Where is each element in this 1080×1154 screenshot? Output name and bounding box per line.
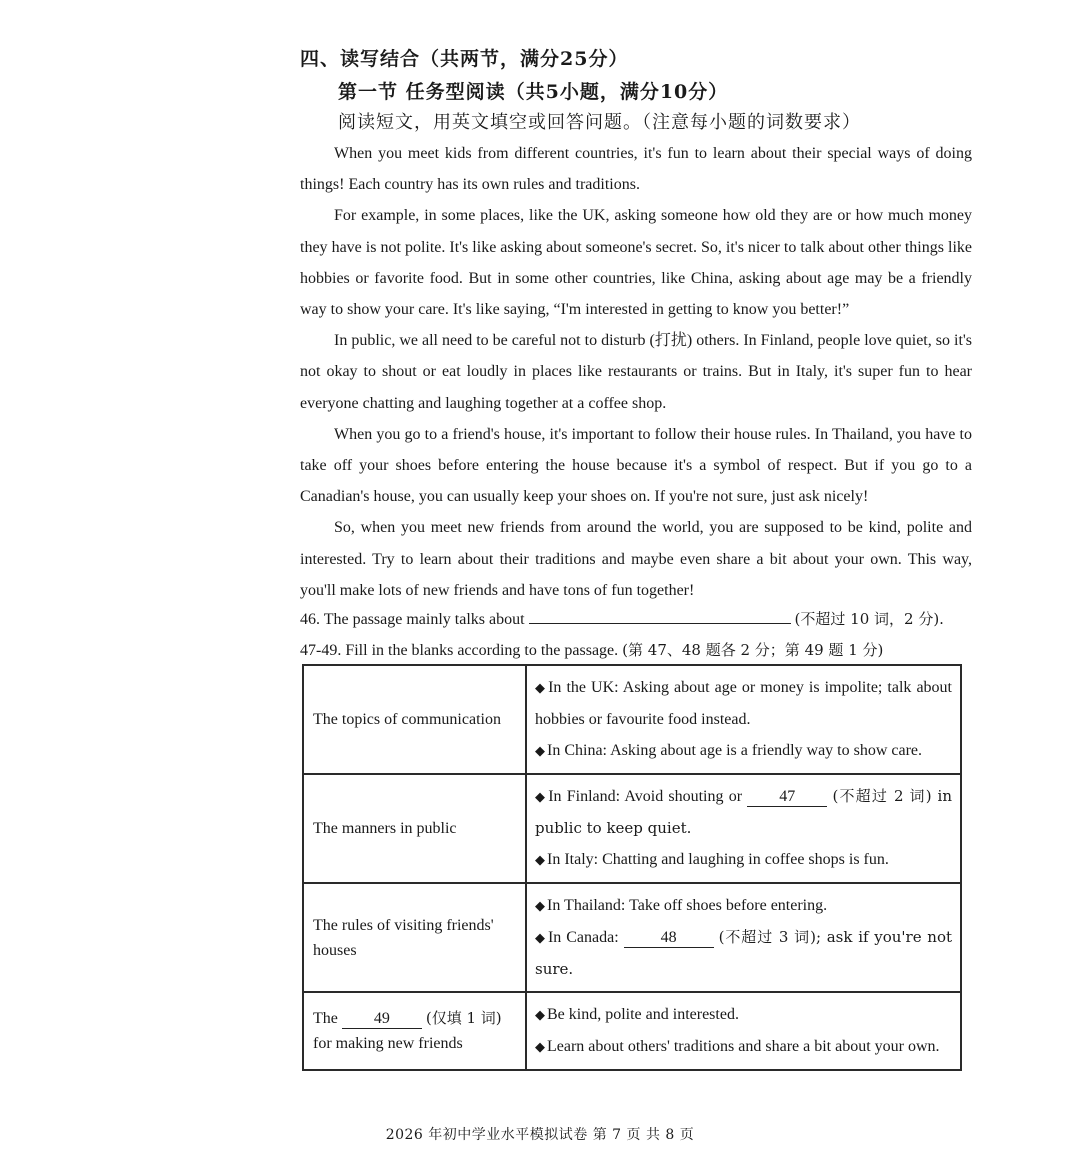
question-46-blank[interactable] <box>529 605 791 624</box>
table-line-text: In Thailand: Take off shoes before entering. <box>547 897 828 914</box>
table-line <box>535 672 952 735</box>
passage-paragraph: In public, we all need to be careful not to disturb (打扰) others. In Finland, people love quiet, so it's not okay to shout or eat loudly in places like restaurants or trains. But in Italy, it's super fun to hear everyone chatting and laughing together at a coffee shop. <box>300 332 972 412</box>
question-46-note: (不超过 10 词，2 分). <box>794 610 944 628</box>
question-47-49-text: 47-49. Fill in the blanks according to the passage. <box>300 642 619 659</box>
diamond-bullet-icon: ◆ <box>535 1008 545 1023</box>
table-line-text: In Italy: Chatting and laughing in coffee shops is fun. <box>547 851 889 868</box>
question-46-prompt: 46. The passage mainly talks about <box>300 611 525 628</box>
row-content <box>526 992 961 1070</box>
row-content <box>526 883 961 992</box>
row-heading: The topics of communication <box>303 665 526 774</box>
row-heading-note: (仅填 1 词) <box>425 1009 502 1027</box>
table-line <box>535 999 952 1031</box>
table-line-text: (不超过 3 词); ask if you're not sure. <box>535 928 953 978</box>
table-line <box>535 735 952 767</box>
page-footer: 2026 年初中学业水平模拟试卷 第 7 页 共 8 页 <box>385 1127 695 1143</box>
section-title: 四、读写结合（共两节，满分25分） <box>300 48 629 70</box>
table-row <box>303 883 961 992</box>
row-heading-text: The <box>313 1010 338 1027</box>
row-heading: The rules of visiting friends' houses <box>303 883 526 992</box>
question-46 <box>300 604 972 635</box>
summary-table <box>302 664 962 1071</box>
table-line-text: Learn about others' traditions and share a bit about your own. <box>547 1038 940 1055</box>
diamond-bullet-icon: ◆ <box>535 1040 545 1055</box>
diamond-bullet-icon: ◆ <box>535 931 546 946</box>
passage-paragraph: When you meet kids from different countries, it's fun to learn about their special ways of doing things! Each country has its own rules and traditions. <box>300 145 972 194</box>
row-heading: The manners in public <box>303 774 526 883</box>
question-47-49-note: (第 47、48 题各 2 分；第 49 题 1 分) <box>622 641 884 659</box>
table-row <box>303 992 961 1070</box>
table-line-text: In the UK: Asking about age or money is impolite; talk about hobbies or favourite food instead. <box>535 679 953 728</box>
table-line-text: (不超过 2 词) in public to keep quiet. <box>535 787 953 837</box>
passage-paragraph: For example, in some places, like the UK, asking someone how old they are or how much money they have is not polite. It's like asking about someone's secret. So, it's nicer to talk about other things like hobbies or favorite food. But in some other countries, like China, asking about age may be a friendly way to show your care. It's like saying, “I'm interested in getting to know you better!” <box>300 207 972 319</box>
row-content <box>526 774 961 883</box>
reading-passage <box>300 138 972 606</box>
diamond-bullet-icon: ◆ <box>535 853 545 868</box>
sub-title: 第一节 任务型阅读（共5小题，满分10分） <box>338 81 729 103</box>
question-47-49-instruction <box>300 635 972 666</box>
passage-paragraph: So, when you meet new friends from around the world, you are supposed to be kind, polite and interested. Try to learn about their traditions and maybe even share a bit about your own. This way, you'll make lots of new friends and have tons of fun together! <box>300 519 972 599</box>
row-content <box>526 665 961 774</box>
table-line <box>535 1031 952 1063</box>
diamond-bullet-icon: ◆ <box>535 790 547 805</box>
table-line-text: In China: Asking about age is a friendly way to show care. <box>547 742 923 759</box>
table-line-text: In Finland: Avoid shouting or <box>548 788 743 805</box>
diamond-bullet-icon: ◆ <box>535 681 547 696</box>
table-line-text: In Canada: <box>547 929 619 946</box>
instruction-text: 阅读短文，用英文填空或回答问题。（注意每小题的词数要求） <box>338 112 861 133</box>
table-line-text: Be kind, polite and interested. <box>547 1006 739 1023</box>
blank-48[interactable]: 48 <box>624 929 714 948</box>
row-heading <box>303 992 526 1070</box>
diamond-bullet-icon: ◆ <box>535 744 545 759</box>
blank-47[interactable]: 47 <box>747 788 827 807</box>
table-row <box>303 665 961 774</box>
table-row <box>303 774 961 883</box>
table-line <box>535 890 952 922</box>
diamond-bullet-icon: ◆ <box>535 899 545 914</box>
passage-paragraph: When you go to a friend's house, it's important to follow their house rules. In Thailand, you have to take off your shoes before entering the house because it's a symbol of respect. But if you go to a Canadian's house, you can usually keep your shoes on. If you're not sure, just ask nicely! <box>300 425 972 506</box>
row-heading-text: for making new friends <box>313 1035 463 1052</box>
table-line <box>535 781 952 844</box>
table-line <box>535 922 952 985</box>
table-line <box>535 844 952 876</box>
blank-49[interactable]: 49 <box>342 1010 422 1029</box>
